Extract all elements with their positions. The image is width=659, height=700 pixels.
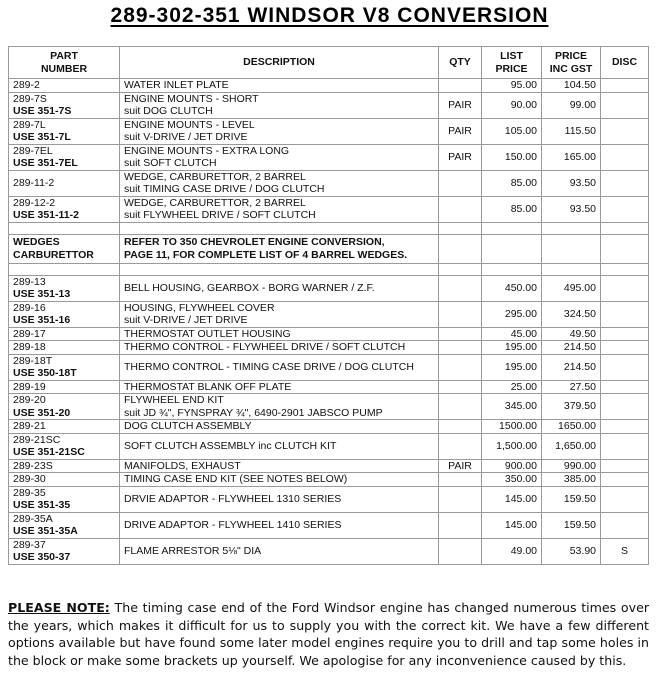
price-inc-gst-cell: 165.00: [542, 144, 601, 170]
part-number: 289-35: [13, 486, 46, 499]
part-number: 289-7S: [13, 92, 47, 105]
disc-cell: [601, 170, 649, 196]
replacement-part-number: CARBURETTOR: [13, 248, 94, 261]
disc-cell: [601, 92, 649, 118]
part-number-cell: [9, 275, 120, 301]
description-cell: [120, 301, 439, 327]
list-price-cell: 195.00: [482, 354, 542, 380]
price-inc-gst-cell: 385.00: [542, 473, 601, 487]
description: WATER INLET PLATE: [124, 79, 229, 91]
description-cell: [120, 222, 439, 234]
price-inc-gst-cell: 990.00: [542, 459, 601, 473]
list-price-cell: 49.00: [482, 538, 542, 564]
description: THERMO CONTROL - FLYWHEEL DRIVE / SOFT CLUTCH: [124, 341, 406, 353]
part-number: 289-21: [13, 420, 46, 432]
description-cell: [120, 234, 439, 263]
price-inc-gst-cell: 159.50: [542, 512, 601, 538]
table-row: [9, 486, 649, 512]
header-qty: QTY: [439, 47, 482, 79]
table-row: [9, 234, 649, 263]
description-cell: [120, 512, 439, 538]
description: HOUSING, FLYWHEEL COVER: [124, 301, 275, 314]
list-price-cell: 145.00: [482, 512, 542, 538]
part-number-cell: [9, 341, 120, 355]
header-part-line2: NUMBER: [40, 62, 88, 75]
replacement-part-number: USE 351-20: [13, 406, 71, 419]
qty-cell: [439, 301, 482, 327]
page-title: 289-302-351 WINDSOR V8 CONVERSION: [110, 4, 549, 27]
price-inc-gst-cell: 115.50: [542, 118, 601, 144]
price-inc-gst-cell: 99.00: [542, 92, 601, 118]
part-number-cell: [9, 420, 120, 434]
table-row: [9, 341, 649, 355]
table-row: [9, 354, 649, 380]
replacement-part-number: USE 351-13: [13, 288, 71, 300]
part-number-cell: [9, 380, 120, 394]
description: REFER TO 350 CHEVROLET ENGINE CONVERSION,: [124, 236, 385, 248]
qty-cell: PAIR: [439, 144, 482, 170]
part-number-cell: [9, 222, 120, 234]
description-suit: PAGE 11, FOR COMPLETE LIST OF 4 BARREL WEDGES.: [124, 248, 408, 261]
description: ENGINE MOUNTS - EXTRA LONG: [124, 144, 290, 157]
description: DRIVE ADAPTOR - FLYWHEEL 1410 SERIES: [124, 518, 342, 531]
price-inc-gst-cell: 495.00: [542, 275, 601, 301]
table-row: [9, 433, 649, 459]
part-number: 289-35A: [13, 512, 53, 525]
price-inc-gst-cell: 214.50: [542, 354, 601, 380]
part-number-cell: [9, 118, 120, 144]
description-cell: [120, 459, 439, 473]
qty-cell: [439, 486, 482, 512]
description: MANIFOLDS, EXHAUST: [124, 459, 241, 472]
list-price-cell: 145.00: [482, 486, 542, 512]
table-row: [9, 92, 649, 118]
part-number: 289-7EL: [13, 144, 53, 157]
price-inc-gst-cell: 93.50: [542, 170, 601, 196]
part-number-cell: [9, 433, 120, 459]
price-inc-gst-cell: 93.50: [542, 196, 601, 222]
price-inc-gst-cell: 49.50: [542, 327, 601, 341]
description-cell: [120, 380, 439, 394]
table-row: [9, 420, 649, 434]
part-number-cell: [9, 473, 120, 487]
list-price-cell: 85.00: [482, 170, 542, 196]
qty-cell: [439, 341, 482, 355]
table-row: [9, 170, 649, 196]
description-cell: [120, 263, 439, 275]
description: DRVIE ADAPTOR - FLYWHEEL 1310 SERIES: [124, 492, 342, 505]
part-number-cell: [9, 459, 120, 473]
description: THERMOSTAT BLANK OFF PLATE: [124, 380, 292, 393]
table-row: [9, 473, 649, 487]
table-row: [9, 263, 649, 275]
replacement-part-number: USE 351-21SC: [13, 446, 85, 458]
qty-cell: [439, 170, 482, 196]
list-price-cell: 900.00: [482, 459, 542, 473]
disc-cell: [601, 222, 649, 234]
part-number: 289-16: [13, 301, 46, 314]
disc-cell: [601, 144, 649, 170]
qty-cell: [439, 222, 482, 234]
note-text: The timing case end of the Ford Windsor engine has changed numerous times over the years, which makes it difficult for us to supply you with the correct kit. We have a few different options available but have found some later model engines require you to drill and tap some holes in the block or make some brackets up yourself. We apologise for any inconvenience caused by this.: [8, 600, 650, 668]
part-number: 289-37: [13, 538, 46, 551]
disc-cell: [601, 79, 649, 93]
qty-cell: PAIR: [439, 459, 482, 473]
table-row: [9, 144, 649, 170]
table-row: [9, 512, 649, 538]
disc-cell: [601, 234, 649, 263]
part-number: 289-18T: [13, 354, 53, 367]
header-list-price: [482, 47, 542, 79]
header-list-line2: PRICE: [495, 62, 528, 75]
description: TIMING CASE END KIT (SEE NOTES BELOW): [124, 473, 348, 485]
header-price-inc-gst: [542, 47, 601, 79]
part-number: 289-18: [13, 341, 46, 353]
part-number: 289-23S: [13, 459, 53, 472]
header-gst-line2: INC GST: [549, 62, 593, 75]
disc-cell: [601, 394, 649, 420]
disc-cell: [601, 327, 649, 341]
header-disc: DISC: [601, 47, 649, 79]
list-price-cell: 85.00: [482, 196, 542, 222]
table-row: [9, 459, 649, 473]
table-row: [9, 118, 649, 144]
disc-cell: [601, 301, 649, 327]
qty-cell: [439, 275, 482, 301]
qty-cell: [439, 263, 482, 275]
description-cell: [120, 327, 439, 341]
price-inc-gst-cell: 159.50: [542, 486, 601, 512]
replacement-part-number: USE 351-7S: [13, 105, 72, 117]
list-price-cell: [482, 234, 542, 263]
description: ENGINE MOUNTS - LEVEL: [124, 118, 255, 131]
price-inc-gst-cell: 379.50: [542, 394, 601, 420]
qty-cell: [439, 327, 482, 341]
list-price-cell: 1500.00: [482, 420, 542, 434]
disc-cell: [601, 486, 649, 512]
price-inc-gst-cell: 1650.00: [542, 420, 601, 434]
table-row: [9, 538, 649, 564]
description-cell: [120, 79, 439, 93]
price-inc-gst-cell: 1,650.00: [542, 433, 601, 459]
part-number-cell: [9, 196, 120, 222]
list-price-cell: 95.00: [482, 79, 542, 93]
part-number: WEDGES: [13, 236, 60, 248]
disc-cell: [601, 118, 649, 144]
description-cell: [120, 196, 439, 222]
disc-cell: [601, 473, 649, 487]
part-number-cell: [9, 394, 120, 420]
header-list-line1: LIST: [500, 50, 523, 62]
table-row: [9, 380, 649, 394]
disc-cell: [601, 354, 649, 380]
description-cell: [120, 170, 439, 196]
part-number-cell: [9, 486, 120, 512]
list-price-cell: 450.00: [482, 275, 542, 301]
price-inc-gst-cell: 27.50: [542, 380, 601, 394]
replacement-part-number: USE 350-18T: [13, 367, 77, 379]
description-cell: [120, 275, 439, 301]
part-number-cell: [9, 354, 120, 380]
qty-cell: [439, 380, 482, 394]
table-row: [9, 222, 649, 234]
table-row: [9, 79, 649, 93]
part-number-cell: [9, 301, 120, 327]
list-price-cell: 150.00: [482, 144, 542, 170]
table-row: [9, 196, 649, 222]
price-inc-gst-cell: [542, 222, 601, 234]
disc-cell: [601, 459, 649, 473]
qty-cell: [439, 234, 482, 263]
description-suit: suit V-DRIVE / JET DRIVE: [124, 131, 248, 143]
description-suit: suit SOFT CLUTCH: [124, 157, 217, 169]
replacement-part-number: USE 351-35: [13, 499, 71, 511]
part-number-cell: [9, 144, 120, 170]
list-price-cell: 295.00: [482, 301, 542, 327]
replacement-part-number: USE 351-11-2: [13, 209, 79, 221]
part-number: 289-30: [13, 473, 46, 485]
part-number: 289-7L: [13, 118, 46, 131]
list-price-cell: [482, 263, 542, 275]
disc-cell: [601, 263, 649, 275]
qty-cell: [439, 420, 482, 434]
description-suit: suit V-DRIVE / JET DRIVE: [124, 314, 248, 326]
price-inc-gst-cell: 104.50: [542, 79, 601, 93]
replacement-part-number: USE 351-16: [13, 314, 71, 326]
replacement-part-number: USE 350-37: [13, 551, 71, 563]
table-row: [9, 327, 649, 341]
disc-cell: [601, 380, 649, 394]
price-inc-gst-cell: [542, 234, 601, 263]
table-header-row: [9, 47, 649, 79]
part-number: 289-21SC: [13, 433, 61, 446]
part-number: 289-19: [13, 380, 46, 393]
table-row: [9, 301, 649, 327]
replacement-part-number: USE 351-7L: [13, 131, 71, 143]
disc-cell: [601, 275, 649, 301]
part-number-cell: [9, 234, 120, 263]
table-row: [9, 275, 649, 301]
disc-cell: [601, 196, 649, 222]
disc-cell: [601, 512, 649, 538]
part-number: 289-2: [13, 79, 40, 91]
price-inc-gst-cell: [542, 263, 601, 275]
disc-cell: [601, 420, 649, 434]
description: WEDGE, CARBURETTOR, 2 BARREL: [124, 170, 306, 183]
list-price-cell: 1,500.00: [482, 433, 542, 459]
qty-cell: [439, 79, 482, 93]
parts-table: [8, 46, 649, 565]
part-number-cell: [9, 79, 120, 93]
part-number-cell: [9, 538, 120, 564]
price-inc-gst-cell: 53.90: [542, 538, 601, 564]
please-note: [8, 599, 649, 669]
qty-cell: PAIR: [439, 92, 482, 118]
header-gst-line1: PRICE: [554, 50, 588, 62]
description: FLAME ARRESTOR 5⅛" DIA: [124, 544, 262, 557]
replacement-part-number: USE 351-7EL: [13, 157, 78, 169]
qty-cell: PAIR: [439, 118, 482, 144]
replacement-part-number: USE 351-35A: [13, 525, 78, 537]
part-number: 289-13: [13, 275, 46, 288]
list-price-cell: 45.00: [482, 327, 542, 341]
description-suit: suit TIMING CASE DRIVE / DOG CLUTCH: [124, 183, 325, 195]
price-inc-gst-cell: 324.50: [542, 301, 601, 327]
header-part-line1: PART: [50, 50, 78, 62]
description: THERMO CONTROL - TIMING CASE DRIVE / DOG CLUTCH: [124, 360, 414, 373]
description: FLYWHEEL END KIT: [124, 394, 224, 406]
description: THERMOSTAT OUTLET HOUSING: [124, 327, 291, 340]
header-description: DESCRIPTION: [120, 47, 439, 79]
list-price-cell: [482, 222, 542, 234]
description-cell: [120, 341, 439, 355]
qty-cell: [439, 538, 482, 564]
list-price-cell: 195.00: [482, 341, 542, 355]
description-cell: [120, 118, 439, 144]
description-cell: [120, 144, 439, 170]
description-cell: [120, 538, 439, 564]
part-number-cell: [9, 263, 120, 275]
description-suit: suit JD ¾", FYNSPRAY ¾", 6490-2901 JABSCO PUMP: [124, 406, 383, 419]
description: BELL HOUSING, GEARBOX - BORG WARNER / Z.F.: [124, 281, 375, 294]
description-suit: suit DOG CLUTCH: [124, 105, 213, 117]
qty-cell: [439, 433, 482, 459]
qty-cell: [439, 473, 482, 487]
part-number-cell: [9, 92, 120, 118]
part-number-cell: [9, 512, 120, 538]
qty-cell: [439, 394, 482, 420]
description: SOFT CLUTCH ASSEMBLY inc CLUTCH KIT: [124, 439, 337, 452]
list-price-cell: 90.00: [482, 92, 542, 118]
part-number: 289-11-2: [13, 176, 55, 189]
description-cell: [120, 354, 439, 380]
description-cell: [120, 486, 439, 512]
qty-cell: [439, 512, 482, 538]
part-number: 289-17: [13, 327, 46, 340]
disc-cell: [601, 341, 649, 355]
list-price-cell: 345.00: [482, 394, 542, 420]
description: ENGINE MOUNTS - SHORT: [124, 92, 259, 105]
description-cell: [120, 433, 439, 459]
qty-cell: [439, 354, 482, 380]
note-label: PLEASE NOTE:: [8, 600, 110, 615]
list-price-cell: 25.00: [482, 380, 542, 394]
description: WEDGE, CARBURETTOR, 2 BARREL: [124, 196, 306, 209]
list-price-cell: 350.00: [482, 473, 542, 487]
part-number-cell: [9, 327, 120, 341]
description-suit: suit FLYWHEEL DRIVE / SOFT CLUTCH: [124, 209, 316, 221]
description: DOG CLUTCH ASSEMBLY: [124, 420, 252, 432]
qty-cell: [439, 196, 482, 222]
part-number: 289-12-2: [13, 196, 56, 209]
table-row: [9, 394, 649, 420]
description-cell: [120, 92, 439, 118]
description-cell: [120, 473, 439, 487]
header-part-number: [9, 47, 120, 79]
list-price-cell: 105.00: [482, 118, 542, 144]
price-inc-gst-cell: 214.50: [542, 341, 601, 355]
description-cell: [120, 394, 439, 420]
description-cell: [120, 420, 439, 434]
disc-cell: [601, 433, 649, 459]
part-number: 289-20: [13, 394, 46, 406]
part-number-cell: [9, 170, 120, 196]
disc-cell: S: [601, 538, 649, 564]
